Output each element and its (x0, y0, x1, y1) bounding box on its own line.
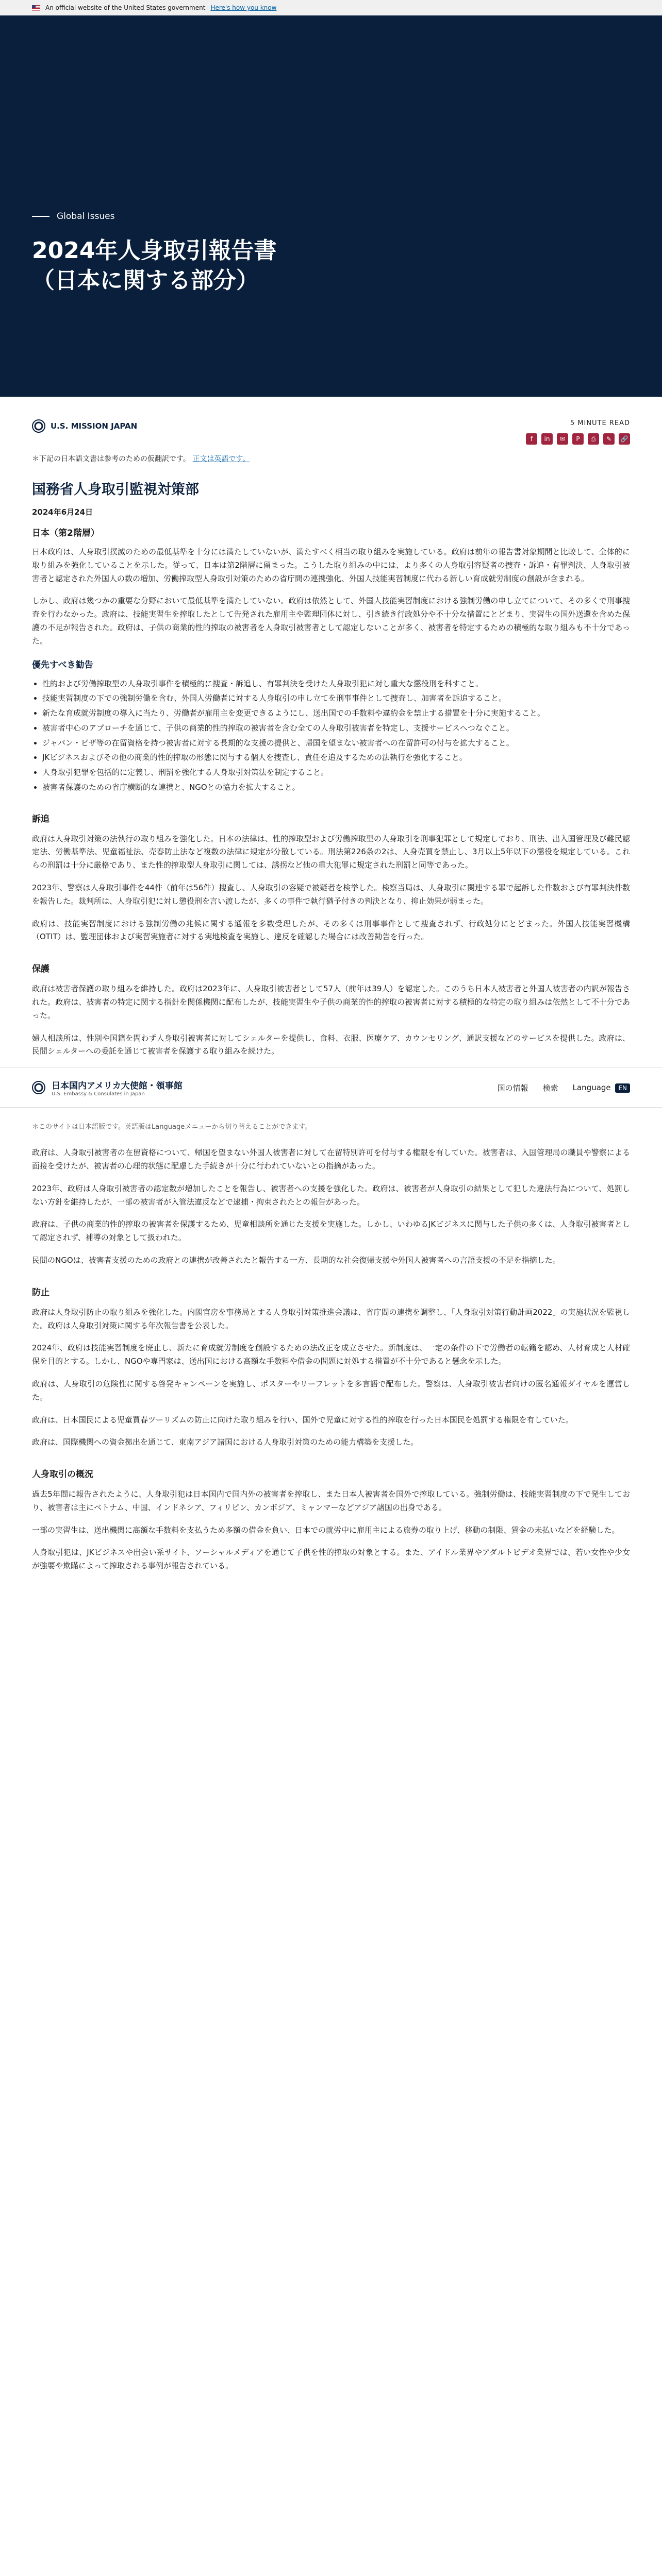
edit-icon[interactable]: ✎ (603, 433, 615, 445)
prevention-paragraph: 政府は、日本国民による児童買春ツーリズムの防止に向けた取り組みを行い、国外で児童に対する性的搾取を行った日本国民を処罰する権限を有していた。 (32, 1415, 573, 1425)
site-footer-bar (0, 1067, 662, 1108)
prevention-paragraph: 政府は、国際機関への資金拠出を通じて、東南アジア諸国における人身取引対策のための能力構築を支援した。 (32, 1437, 419, 1447)
prevention-paragraph: 政府は、人身取引の危険性に関する啓発キャンペーンを実施し、ポスターやリーフレットを多言語で配布した。警察は、人身取引被害者向けの匿名通報ダイヤルを運営した。 (32, 1379, 630, 1402)
list-item: • 性的および労働搾取型の人身取引事件を積極的に捜査・訴追し、有罪判決を受けた人身取引犯に対し重大な懲役刑を科すこと。 (42, 677, 630, 690)
facebook-icon[interactable]: f (526, 433, 537, 445)
translation-notice (32, 453, 630, 464)
gov-banner-text: An official website of the United States government (45, 4, 206, 11)
read-time: 5 MINUTE READ (570, 419, 630, 427)
language-label: Language (572, 1083, 611, 1093)
summary-paragraph: 日本政府は、人身取引撲滅のための最低基準を十分には満たしていないが、満たすべく相当の取り組みを実施している。政府は前年の報告書対象期間と比較して、全体的に取り組みを強化していることを示した。従って、日本は第2階層に留まった。こうした取り組みの中には、より多くの人身取引容疑者の捜査・訴追・有罪判決、人身取引被害者と認定された外国人の数の増加、労働搾取型人身取引対策のための省庁間の連携強化、外国人技能実習制度に代わる新しい育成就労制度の創設が含まれる。 (32, 547, 630, 583)
list-item: • ジャパン・ビザ等の在留資格を持つ被害者に対する長期的な支援の提供と、帰国を望まない被害者への在留許可の付与を拡大すること。 (42, 737, 630, 750)
page-title: 2024年人身取引報告書（日本に関する部分） (32, 238, 277, 294)
prosecution-paragraph: 2023年、警察は人身取引事件を44件（前年は56件）捜査し、人身取引の容疑で被疑者を検挙した。検察当局は、人身取引に関連する罪で起訴した件数および有罪判決件数を報告した。裁判所は、人身取引犯に対し懲役刑を言い渡したが、多くの事件で執行猶予付きの判決となり、抑止効果が弱まった。 (32, 883, 630, 906)
protection-paragraph: 婦人相談所は、性別や国籍を問わず人身取引被害者に対してシェルターを提供し、食料、衣服、医療ケア、カウンセリング、通訳支援などのサービスを提供した。政府は、民間シェルターへの委託を通じて被害者を保護する取り組みを続けた。 (32, 1033, 630, 1056)
copy-link-icon[interactable]: 🔗 (619, 433, 630, 445)
list-item: • 人身取引犯罪を包括的に定義し、刑罰を強化する人身取引対策法を制定すること。 (42, 766, 630, 779)
protection-paragraph: 2023年、政府は人身取引被害者の認定数が増加したことを報告し、被害者への支援を強化した。政府は、被害者が人身取引の結果として犯した違法行為について、処罰しない方針を維持したが、一部の被害者が入管法違反などで逮捕・拘束されたとの報告があった。 (32, 1183, 630, 1207)
us-flag-icon (32, 5, 40, 11)
language-menu[interactable] (573, 1083, 630, 1092)
hero-kicker (32, 211, 630, 222)
hero (0, 15, 662, 397)
meta-right (526, 419, 630, 445)
list-item: • 被害者中心のアプローチを通じて、子供の商業的性的搾取の被害者を含む全ての人身取引被害者を特定し、支援サービスへつなぐこと。 (42, 722, 630, 735)
footer-notice: ＊このサイトは日本語版です。英語版はLanguageメニューから切り替えることができます。 (32, 1123, 312, 1131)
list-item: • JKビジネスおよびその他の商業的性的搾取の形態に関与する個人を捜査し、責任を追及するための法執行を強化すること。 (42, 751, 630, 764)
profile-heading: 人身取引の概況 (32, 1469, 93, 1480)
list-item: • 技能実習制度の下での強制労働を含む、外国人労働者に対する人身取引の申し立てを刑事事件として捜査し、加害者を訴追すること。 (42, 692, 630, 705)
mission-name: U.S. MISSION JAPAN (51, 421, 138, 431)
footer-brand[interactable] (32, 1078, 183, 1097)
summary-paragraph: しかし、政府は幾つかの重要な分野において最低基準を満たしていない。政府は依然として、外国人技能実習制度における強制労働の申し立てについて、その多くで刑事捜査を行わなかった。政府は、技能実習生を搾取したとして告発された雇用主や監理団体に対し、引き続き行政処分や不十分な措置にとどまり、実習生の国外送還を含めた保護の不足が報告された。政府は、子供の商業的性的搾取の被害者を人身取引被害者として認定しないことが多く、被害者を特定するための積極的な取り組みも不十分であった。 (32, 596, 630, 646)
protection-paragraph: 政府は被害者保護の取り組みを維持した。政府は2023年に、人身取引被害者として57人（前年は39人）を認定した。このうち日本人被害者と外国人被害者の内訳が報告された。政府は、被害者の特定に関する指針を関係機関に配布したが、技能実習生や子供の商業的性的搾取の被害者に対する積極的な特定の取り組みは依然として不十分であった。 (32, 984, 630, 1020)
linkedin-icon[interactable]: in (541, 433, 553, 445)
hero-kicker-label[interactable]: Global Issues (57, 211, 115, 222)
print-icon[interactable]: ⎙ (588, 433, 599, 445)
protection-paragraph: 政府は、子供の商業的性的搾取の被害者を保護するため、児童相談所を通じた支援を実施した。しかし、いわゆるJKビジネスに関与した子供の多くは、人身取引被害者として認定されず、補導の対象として扱われた。 (32, 1219, 630, 1243)
profile-paragraph: 過去5年間に報告されたように、人身取引犯は日本国内で国内外の被害者を搾取し、また日本人被害者を国外で搾取している。強制労働は、技能実習制度の下で発生しており、被害者は主にベトナム、中国、インドネシア、フィリピン、カンボジア、ミャンマーなどアジア諸国の出身である。 (32, 1489, 630, 1512)
language-badge: EN (615, 1083, 630, 1093)
country-tier: 日本（第2階層） (32, 528, 100, 538)
gov-banner-link[interactable]: Here's how you know (210, 4, 277, 11)
english-original-link[interactable]: 正文は英語です。 (192, 455, 250, 463)
search-link[interactable]: 検索 (542, 1083, 558, 1093)
embassy-seal-icon (32, 419, 45, 433)
list-item: • 被害者保護のための省庁横断的な連携と、NGOとの協力を拡大すること。 (42, 781, 630, 794)
footer-nav (498, 1082, 630, 1093)
prosecution-paragraph: 政府は、技能実習制度における強制労働の兆候に関する通報を多数受理したが、その多くは刑事事件として捜査されず、行政処分にとどまった。外国人技能実習機構（OTIT）は、監理団体および実習実施者に対する実地検査を実施し、違反を確認した場合には改善勧告を行った。 (32, 919, 630, 942)
meta-bar (0, 397, 662, 453)
protection-heading: 保護 (32, 964, 49, 975)
report-date: 2024年6月24日 (32, 507, 93, 517)
mission-label (32, 419, 137, 433)
prevention-paragraph: 2024年、政府は技能実習制度を廃止し、新たに育成就労制度を創設するための法改正を成立させた。新制度は、一定の条件の下で労働者の転籍を認め、人材育成と人材確保を目的とする。しかし、NGOや専門家は、送出国における高額な手数料や借金の問題に対処する措置が不十分であると懸念を示した。 (32, 1343, 630, 1366)
translation-notice-text: ＊下記の日本語文書は参考のための仮翻訳です。 (32, 455, 190, 463)
kicker-rule (32, 216, 49, 217)
office-heading: 国務省人身取引監視対策部 (32, 482, 199, 498)
prevention-heading: 防止 (32, 1287, 49, 1298)
pinterest-icon[interactable]: P (572, 433, 584, 445)
embassy-seal-icon (32, 1081, 45, 1094)
prosecution-paragraph: 政府は人身取引対策の法執行の取り組みを強化した。日本の法律は、性的搾取型および労働搾取型の人身取引を刑事犯罪として規定しており、刑法、出入国管理及び難民認定法、労働基準法、児童福祉法、売春防止法など複数の法律に規定が分散している。刑法第226条の2は、人身売買を禁止し、3月以上5年以下の懲役を規定している。これらの刑罰は十分に厳格であり、また性的搾取型人身取引に関しては、誘拐など他の重大犯罪に規定された刑罰と同等であった。 (32, 834, 630, 870)
profile-paragraph: 人身取引犯は、JKビジネスや出会い系サイト、ソーシャルメディアを通じて子供を性的搾取の対象とする。また、アイドル業界やアダルトビデオ業界では、若い女性や少女が強要や欺瞞によって搾取される事例が報告されている。 (32, 1548, 630, 1571)
profile-paragraph: 一部の実習生は、送出機関に高額な手数料を支払うため多額の借金を負い、日本での就労中に雇用主による旅券の取り上げ、移動の制限、賃金の未払いなどを経験した。 (32, 1525, 620, 1535)
prosecution-heading: 訴追 (32, 814, 49, 824)
recommendations-heading: 優先すべき勧告 (32, 659, 93, 670)
email-icon[interactable]: ✉ (557, 433, 568, 445)
footer-org-name: 日本国内アメリカ大使館・領事館 (52, 1081, 183, 1092)
share-bar (526, 433, 630, 445)
footer-org (52, 1078, 183, 1097)
country-info-link[interactable]: 国の情報 (497, 1083, 528, 1093)
list-item: • 新たな育成就労制度の導入に当たり、労働者が雇用主を変更できるようにし、送出国での手数料や違約金を禁止する措置を十分に実施すること。 (42, 707, 630, 720)
protection-paragraph: 民間のNGOは、被害者支援のための政府との連携が改善されたと報告する一方、長期的な社会復帰支援や外国人被害者への言語支援の不足を指摘した。 (32, 1255, 560, 1265)
prevention-paragraph: 政府は人身取引防止の取り組みを強化した。内閣官房を事務局とする人身取引対策推進会議は、省庁間の連携を調整し、「人身取引対策行動計画2022」の実施状況を監視した。政府は人身取引対策に関する年次報告書を公表した。 (32, 1307, 630, 1330)
gov-banner (0, 0, 662, 15)
footer-org-sub: U.S. Embassy & Consulates in Japan (52, 1091, 145, 1097)
recommendations-list (42, 677, 630, 794)
article-body (0, 453, 662, 1573)
protection-paragraph: 政府は、人身取引被害者の在留資格について、帰国を望まない外国人被害者に対して在留特別許可を付与する権限を有していた。被害者は、入国管理局の職員や警察による面接を受けたが、被害者の心理的状態に配慮した手続きが十分に行われていないとの指摘があった。 (32, 1148, 630, 1171)
